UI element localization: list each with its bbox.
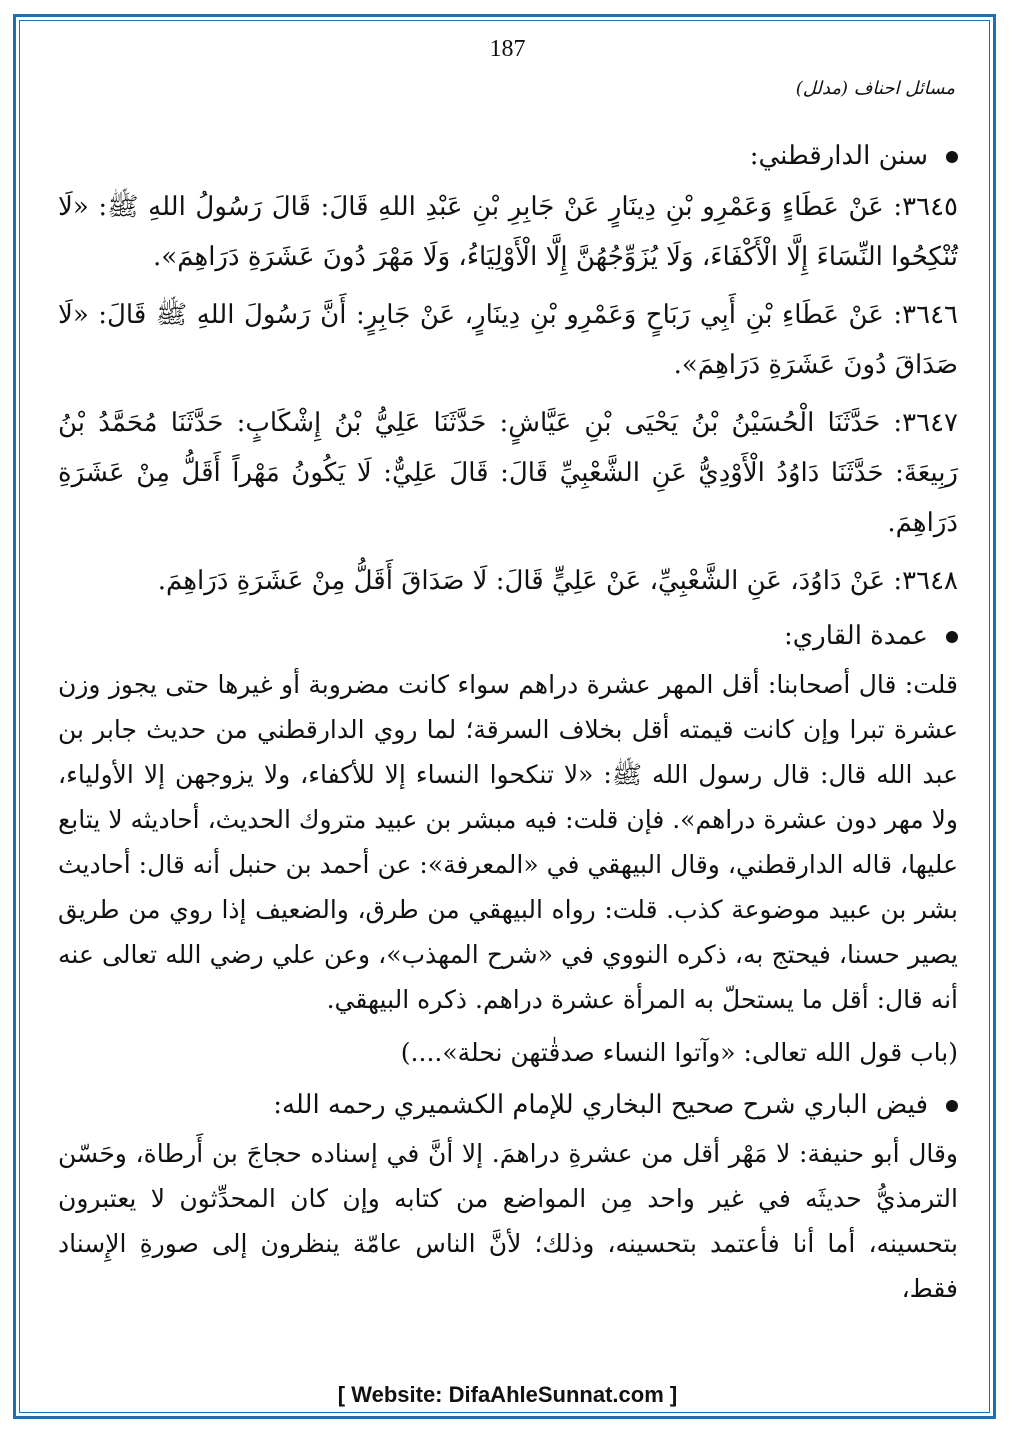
bullet-icon [946, 631, 958, 643]
bab-heading: (باب قول الله تعالى: «وآتوا النساء صدقٰتهن نحلة»....) [400, 1038, 958, 1067]
section-heading-faid: فيض الباري شرح صحيح البخاري للإمام الكشميري رحمه الله: [58, 1083, 958, 1127]
hadith-3648: ٣٦٤٨: عَنْ دَاوُدَ، عَنِ الشَّعْبِيِّ، عَنْ عَلِيٍّ قَالَ: لَا صَدَاقَ أَقَلُّ مِنْ عَشَرَةِ دَرَاهِمَ. [157, 566, 958, 596]
umdah-paragraph: قلت: قال أصحابنا: أقل المهر عشرة دراهم سواء كانت مضروبة أو غيرها حتى يجوز وزن عشرة تبرا وإن كانت قيمته أقل بخلاف السرقة؛ لما روي الدارقطني من حديث جابر بن عبد الله قال: قال رسول الله ﷺ: «لا تنكحوا النساء إلا للأكفاء، ولا يزوجهن إلا الأولياء، ولا مهر دون عشرة دراهم». فإن قلت: فيه مبشر بن عبيد متروك الحديث، أحاديثه لا يتابع عليها، قاله الدارقطني، وقال البيهقي في «المعرفة»: عن أحمد بن حنبل أنه قال: أحاديث بشر بن عبيد موضوعة كذب. قلت: رواه البيهقي من طرق، والضعيف إذا روي من طريق يصير حسنا، فيحتج به، ذكره النووي في «شرح المهذب»، وعن علي رضي الله تعالى عنه أنه قال: أقل ما يستحلّ به المرأة عشرة دراهم. ذكره البيهقي. [58, 670, 958, 1014]
hadith-3645: ٣٦٤٥: عَنْ عَطَاءٍ وَعَمْرِو بْنِ دِينَارٍ عَنْ جَابِرِ بْنِ عَبْدِ اللهِ قَالَ: قَالَ رَسُولُ اللهِ ﷺ: «لَا تُنْكِحُوا النِّسَاءَ إِلَّا الْأَكْفَاءَ، وَلَا يُزَوِّجُهُنَّ إِلَّا الْأَوْلِيَاءُ، وَلَا مَهْرَ دُونَ عَشَرَةِ دَرَاهِمَ». [58, 192, 958, 272]
bullet-icon [946, 1100, 958, 1112]
website-footer: [ Website: DifaAhleSunnat.com ] [337, 1382, 678, 1407]
section-heading-daraqutni: سنن الدارقطني: [58, 134, 958, 178]
hadith-3647: ٣٦٤٧: حَدَّثَنَا الْحُسَيْنُ بْنُ يَحْيَى بْنِ عَيَّاشٍ: حَدَّثَنَا عَلِيُّ بْنُ إِشْكَابٍ: حَدَّثَنَا مُحَمَّدُ بْنُ رَبِيعَةَ: حَدَّثَنَا دَاوُدُ الْأَوْدِيُّ عَنِ الشَّعْبِيِّ قَالَ: قَالَ عَلِيٌّ: لَا يَكُونُ مَهْراً أَقَلُّ مِنْ عَشَرَةِ دَرَاهِمَ. [58, 408, 958, 538]
hadith-3646: ٣٦٤٦: عَنْ عَطَاءِ بْنِ أَبِي رَبَاحٍ وَعَمْرِو بْنِ دِينَارٍ، عَنْ جَابِرٍ: أَنَّ رَسُولَ اللهِ ﷺ قَالَ: «لَا صَدَاقَ دُونَ عَشَرَةِ دَرَاهِمَ». [58, 300, 958, 380]
bullet-icon [946, 151, 958, 163]
main-text [58, 128, 958, 1319]
running-header: مسائل احناف (مدلل) [795, 78, 955, 99]
section-heading-umdah: عمدة القاري: [58, 614, 958, 658]
faid-paragraph: وقال أبو حنيفة: لا مَهْر أقل من عشرةِ دراهمَ. إلا أنَّ في إسناده حجاجَ بن أَرطاة، وحَسّن الترمذيُّ حديثَه في غير واحد مِن المواضع من كتابه وإن كان المحدِّثون لا يعتبرون بتحسينه، أما أنا فأعتمد بتحسينه، وذلك؛ لأنَّ الناس عامّة ينظرون إلى صورةِ الإِسناد فقط، [58, 1139, 958, 1303]
page-number: 187 [489, 36, 526, 62]
